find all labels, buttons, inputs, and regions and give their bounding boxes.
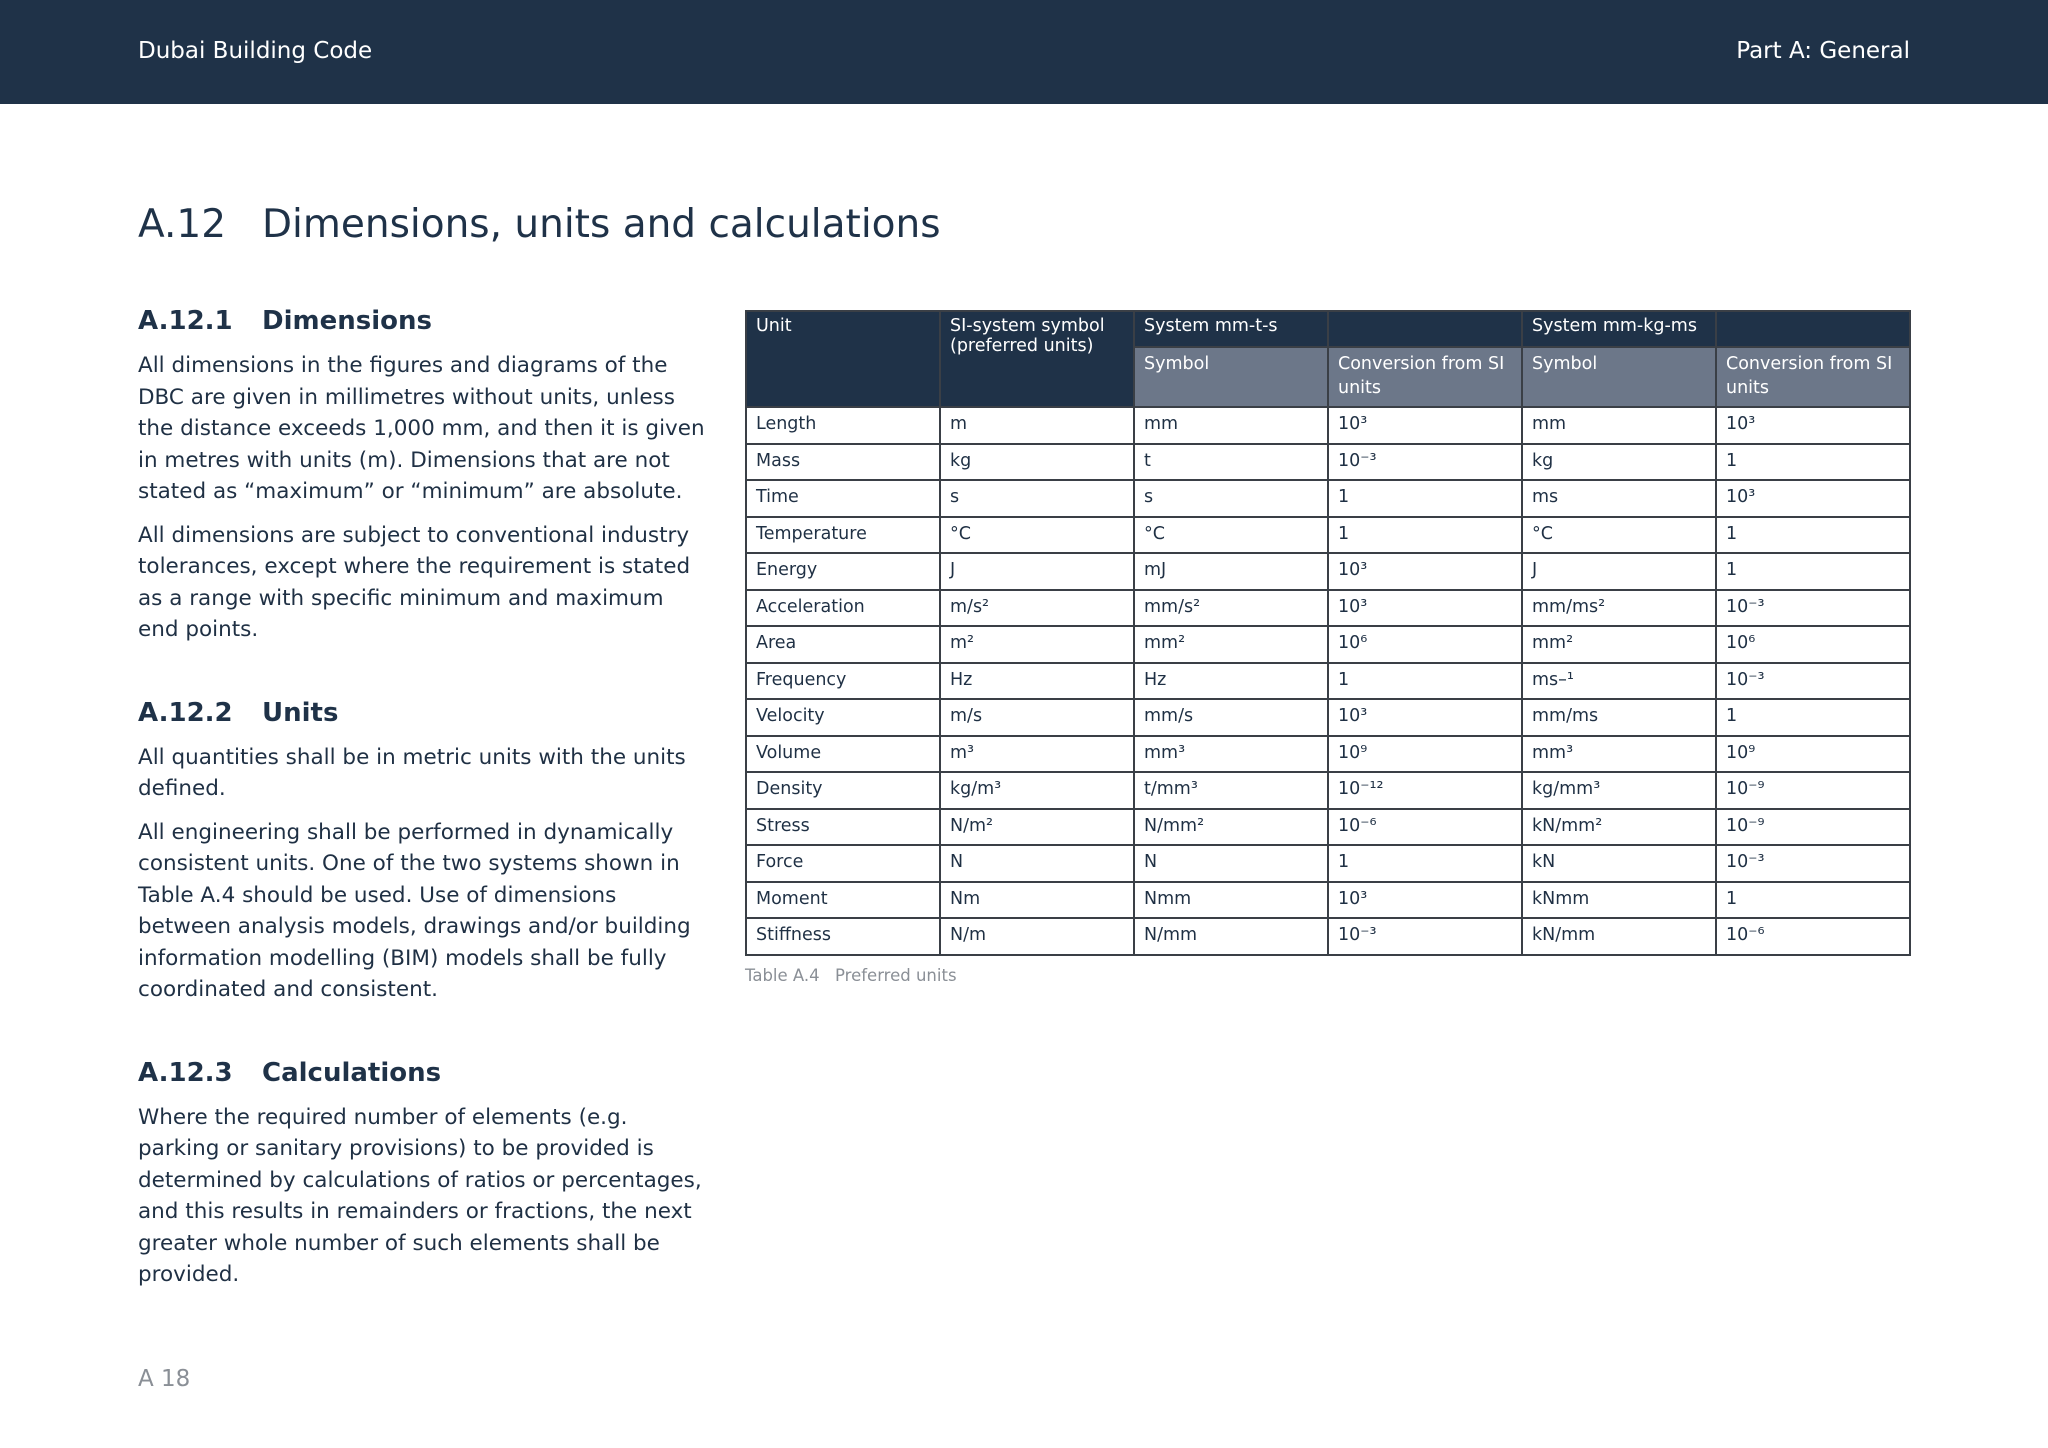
table-cell: m/s² [940,590,1134,627]
table-cell: kg/m³ [940,772,1134,809]
table-row [746,663,1910,700]
text-column [138,306,708,1343]
table-cell: 1 [1716,444,1910,481]
table-cell: 10⁻⁶ [1716,918,1910,955]
section-dimensions [138,306,708,646]
subsection-title: Units [262,697,339,728]
table-cell: 1 [1328,517,1522,554]
table-body [746,407,1910,955]
table-cell: 1 [1328,480,1522,517]
table-cell: s [940,480,1134,517]
header-symbol: Symbol [1522,347,1716,407]
subsection-title: Calculations [262,1057,442,1088]
table-cell: m³ [940,736,1134,773]
table-cell: mm/ms² [1522,590,1716,627]
table-cell: N [1134,845,1328,882]
table-cell: m/s [940,699,1134,736]
table-cell: 1 [1328,663,1522,700]
table-cell: Energy [746,553,940,590]
paragraph: All dimensions are subject to conventional industry tolerances, except where the requirement is stated as a range with specific minimum and maximum end points. [138,522,691,642]
table-cell: 10³ [1328,699,1522,736]
subsection-heading [138,306,708,336]
table-cell: J [1522,553,1716,590]
table-cell: kN/mm [1522,918,1716,955]
page-number: A 18 [138,1366,191,1392]
table-cell: Stress [746,809,940,846]
table-cell: mm [1522,407,1716,444]
table-header-row [746,311,1910,347]
table-cell: 10⁹ [1328,736,1522,773]
table-row [746,882,1910,919]
table-cell: N/m [940,918,1134,955]
table-cell: Stiffness [746,918,940,955]
table-cell: t [1134,444,1328,481]
table-cell: 1 [1716,882,1910,919]
document-title: Dubai Building Code [138,38,373,64]
paragraph: All engineering shall be performed in dynamically consistent units. One of the two systems shown in Table A.4 should be used. Use of dimensions between analysis models, drawings and/or building information modelling (BIM) models shall be fully coordinated and consistent. [138,819,691,1002]
table-cell: 10⁶ [1716,626,1910,663]
table-cell: Area [746,626,940,663]
header-symbol: Symbol [1134,347,1328,407]
table-cell: N/m² [940,809,1134,846]
table-row [746,553,1910,590]
table-cell: kg [940,444,1134,481]
table-cell: kNmm [1522,882,1716,919]
table-cell: 1 [1716,517,1910,554]
table-row [746,699,1910,736]
table-row [746,772,1910,809]
table-row [746,736,1910,773]
caption-label: Table A.4 [745,966,820,985]
table-cell: mJ [1134,553,1328,590]
section-calculations [138,1058,708,1291]
table-row [746,590,1910,627]
table-cell: 10⁻⁹ [1716,772,1910,809]
table-cell: Temperature [746,517,940,554]
table-cell: m [940,407,1134,444]
table-cell: t/mm³ [1134,772,1328,809]
subsection-title: Dimensions [262,306,432,336]
table-cell: mm² [1522,626,1716,663]
table-row [746,918,1910,955]
table-cell: 10⁻³ [1716,590,1910,627]
table-cell: N/mm [1134,918,1328,955]
page-header [0,0,2048,104]
table-cell: Length [746,407,940,444]
table-cell: mm/s [1134,699,1328,736]
table-cell: 10³ [1328,407,1522,444]
table-cell: Frequency [746,663,940,700]
table-row [746,517,1910,554]
table-cell: Time [746,480,940,517]
table-cell: 10⁻⁹ [1716,809,1910,846]
table-cell: Nmm [1134,882,1328,919]
section-number: A.12 [138,202,227,247]
header-blank [1716,311,1910,347]
table-cell: Mass [746,444,940,481]
table-cell: Velocity [746,699,940,736]
table-cell: Nm [940,882,1134,919]
table-cell: Acceleration [746,590,940,627]
table-cell: Hz [1134,663,1328,700]
table-cell: s [1134,480,1328,517]
header-system-mm-t-s: System mm-t-s [1134,311,1328,347]
table-cell: Moment [746,882,940,919]
table-cell: 10⁻¹² [1328,772,1522,809]
header-conversion: Conversion from SI units [1716,347,1910,407]
table-cell: mm/s² [1134,590,1328,627]
table-cell: kN [1522,845,1716,882]
table-row [746,809,1910,846]
table-cell: 10⁻³ [1328,918,1522,955]
table-cell: °C [1522,517,1716,554]
table-cell: °C [1134,517,1328,554]
table-cell: N [940,845,1134,882]
table-cell: mm³ [1134,736,1328,773]
table-cell: mm² [1134,626,1328,663]
table-cell: kg [1522,444,1716,481]
table-cell: 10⁶ [1328,626,1522,663]
table-cell: mm/ms [1522,699,1716,736]
table-caption [745,966,957,985]
table-row [746,845,1910,882]
header-system-mm-kg-ms: System mm-kg-ms [1522,311,1716,347]
subsection-number: A.12.3 [138,1057,233,1088]
table-row [746,444,1910,481]
table-cell: Density [746,772,940,809]
page-title [138,202,941,247]
preferred-units-table [745,310,1911,956]
table-cell: 1 [1716,553,1910,590]
caption-text: Preferred units [835,966,957,985]
table-cell: Force [746,845,940,882]
header-unit: Unit [746,311,940,407]
table-cell: 1 [1716,699,1910,736]
paragraph: All dimensions in the figures and diagrams of the DBC are given in millimetres without units, unless the distance exceeds 1,000 mm, and then it is given in metres with units (m). Dimensions that are not stated as “maximum” or “minimum” are absolute. [138,353,705,504]
table-cell: kN/mm² [1522,809,1716,846]
table-cell: 10⁻³ [1328,444,1522,481]
section-title: Dimensions, units and calculations [262,202,941,247]
table-cell: kg/mm³ [1522,772,1716,809]
table-row [746,626,1910,663]
subsection-heading [138,1058,708,1088]
table-cell: 10⁹ [1716,736,1910,773]
paragraph: Where the required number of elements (e.g. parking or sanitary provisions) to be provided is determined by calculations of ratios or percentages, and this results in remainders or fractions, the next greater whole number of such elements shall be provided. [138,1104,702,1287]
table-cell: 10³ [1328,553,1522,590]
part-title: Part A: General [1736,38,1910,64]
table-row [746,480,1910,517]
header-si-symbol: SI-system symbol (preferred units) [940,311,1134,407]
table-cell: 10⁻³ [1716,663,1910,700]
paragraph: All quantities shall be in metric units with the units defined. [138,744,686,801]
subsection-number: A.12.2 [138,697,233,728]
table-row [746,407,1910,444]
table-cell: °C [940,517,1134,554]
header-blank [1328,311,1522,347]
table-cell: J [940,553,1134,590]
section-units [138,698,708,1006]
table-cell: N/mm² [1134,809,1328,846]
table-cell: 10⁻³ [1716,845,1910,882]
subsection-heading [138,698,708,728]
table-cell: 10³ [1328,590,1522,627]
table-cell: Volume [746,736,940,773]
table-cell: Hz [940,663,1134,700]
table-cell: m² [940,626,1134,663]
table-cell: mm³ [1522,736,1716,773]
table-cell: 10³ [1716,480,1910,517]
header-conversion: Conversion from SI units [1328,347,1522,407]
table-cell: mm [1134,407,1328,444]
table-cell: 10³ [1328,882,1522,919]
table-cell: 10³ [1716,407,1910,444]
table-cell: 10⁻⁶ [1328,809,1522,846]
subsection-number: A.12.1 [138,306,233,336]
table-cell: ms [1522,480,1716,517]
table-cell: ms–¹ [1522,663,1716,700]
table-cell: 1 [1328,845,1522,882]
